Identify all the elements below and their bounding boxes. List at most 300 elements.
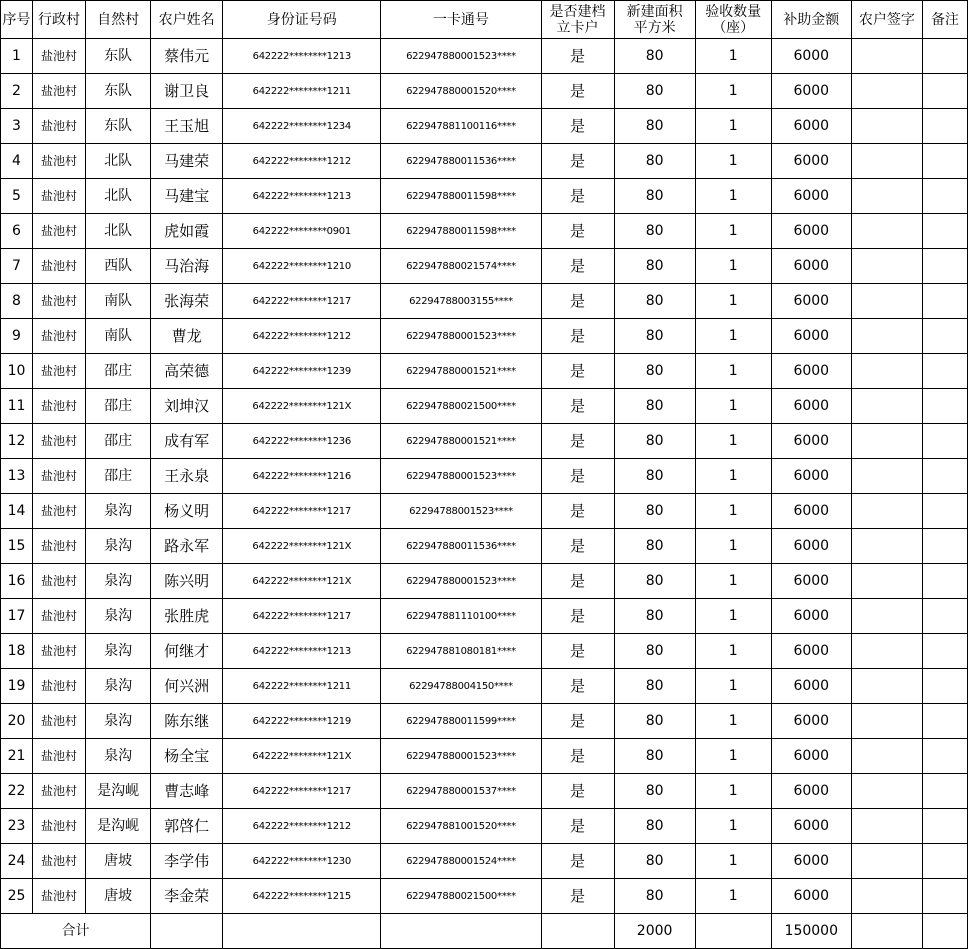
cell-name: 蔡伟元 (151, 39, 223, 74)
cell-signature (851, 459, 922, 494)
cell-id-number: 642222********1217 (223, 284, 381, 319)
cell-name: 曹龙 (151, 319, 223, 354)
header-row (1, 1, 968, 39)
cell-seq: 25 (1, 879, 33, 914)
cell-admin-village: 盐池村 (33, 109, 86, 144)
cell-name: 陈兴明 (151, 564, 223, 599)
cell-id-number: 642222********1212 (223, 319, 381, 354)
cell-admin-village: 盐池村 (33, 739, 86, 774)
cell-remark (922, 214, 967, 249)
cell-count: 1 (695, 809, 771, 844)
cell-natural-village: 泉沟 (86, 634, 151, 669)
cell-subsidy: 6000 (771, 144, 851, 179)
cell-subsidy: 6000 (771, 354, 851, 389)
cell-name: 成有军 (151, 424, 223, 459)
cell-card-number: 622947880021574**** (381, 249, 541, 284)
cell-subsidy: 6000 (771, 74, 851, 109)
cell-admin-village: 盐池村 (33, 879, 86, 914)
table-row (1, 459, 968, 494)
cell-area: 80 (614, 319, 695, 354)
cell-remark (922, 774, 967, 809)
cell-signature (851, 249, 922, 284)
cell-signature (851, 319, 922, 354)
cell-card-number: 622947881080181**** (381, 634, 541, 669)
cell-registered: 是 (541, 529, 614, 564)
header-seq: 序号 (1, 1, 33, 39)
table-row (1, 144, 968, 179)
cell-natural-village: 唐坡 (86, 844, 151, 879)
cell-name: 马治海 (151, 249, 223, 284)
cell-registered: 是 (541, 494, 614, 529)
cell-natural-village: 东队 (86, 74, 151, 109)
cell-area: 80 (614, 424, 695, 459)
cell-area: 80 (614, 284, 695, 319)
table-row (1, 214, 968, 249)
cell-count: 1 (695, 179, 771, 214)
cell-id-number: 642222********121X (223, 564, 381, 599)
cell-registered: 是 (541, 354, 614, 389)
cell-subsidy: 6000 (771, 529, 851, 564)
header-count-line2: （座） (712, 19, 755, 36)
header-name: 农户姓名 (151, 1, 223, 39)
table-row (1, 809, 968, 844)
cell-card-number: 622947880001521**** (381, 424, 541, 459)
cell-seq: 5 (1, 179, 33, 214)
cell-signature (851, 879, 922, 914)
cell-remark (922, 424, 967, 459)
table-row (1, 109, 968, 144)
cell-remark (922, 529, 967, 564)
cell-card-number: 622947880001524**** (381, 844, 541, 879)
cell-name: 路永军 (151, 529, 223, 564)
cell-area: 80 (614, 844, 695, 879)
cell-name: 杨义明 (151, 494, 223, 529)
cell-natural-village: 邵庄 (86, 424, 151, 459)
cell-remark (922, 739, 967, 774)
total-empty-count (695, 914, 771, 949)
cell-admin-village: 盐池村 (33, 599, 86, 634)
cell-name: 高荣德 (151, 354, 223, 389)
cell-count: 1 (695, 739, 771, 774)
cell-signature (851, 74, 922, 109)
cell-remark (922, 879, 967, 914)
cell-card-number: 62294788004150**** (381, 669, 541, 704)
cell-subsidy: 6000 (771, 214, 851, 249)
cell-name: 谢卫良 (151, 74, 223, 109)
cell-id-number: 642222********1213 (223, 39, 381, 74)
table-row (1, 844, 968, 879)
cell-name: 张胜虎 (151, 599, 223, 634)
cell-seq: 9 (1, 319, 33, 354)
cell-signature (851, 424, 922, 459)
cell-seq: 15 (1, 529, 33, 564)
table-row (1, 179, 968, 214)
header-card-number: 一卡通号 (381, 1, 541, 39)
cell-admin-village: 盐池村 (33, 74, 86, 109)
cell-subsidy: 6000 (771, 494, 851, 529)
cell-card-number: 622947880001521**** (381, 354, 541, 389)
cell-area: 80 (614, 599, 695, 634)
cell-seq: 3 (1, 109, 33, 144)
cell-subsidy: 6000 (771, 424, 851, 459)
cell-signature (851, 389, 922, 424)
cell-signature (851, 599, 922, 634)
cell-remark (922, 319, 967, 354)
cell-id-number: 642222********121X (223, 529, 381, 564)
cell-signature (851, 494, 922, 529)
header-natural-village: 自然村 (86, 1, 151, 39)
table-row (1, 249, 968, 284)
cell-id-number: 642222********121X (223, 389, 381, 424)
header-registered-line1: 是否建档 (549, 3, 606, 20)
cell-admin-village: 盐池村 (33, 424, 86, 459)
cell-card-number: 622947881001520**** (381, 809, 541, 844)
cell-subsidy: 6000 (771, 599, 851, 634)
cell-id-number: 642222********1212 (223, 144, 381, 179)
cell-id-number: 642222********1211 (223, 74, 381, 109)
cell-admin-village: 盐池村 (33, 39, 86, 74)
cell-count: 1 (695, 774, 771, 809)
cell-count: 1 (695, 529, 771, 564)
cell-subsidy: 6000 (771, 249, 851, 284)
cell-remark (922, 459, 967, 494)
cell-card-number: 622947880021500**** (381, 879, 541, 914)
cell-id-number: 642222********1210 (223, 249, 381, 284)
cell-id-number: 642222********1234 (223, 109, 381, 144)
cell-seq: 16 (1, 564, 33, 599)
cell-id-number: 642222********1211 (223, 669, 381, 704)
cell-area: 80 (614, 249, 695, 284)
cell-remark (922, 809, 967, 844)
cell-natural-village: 是沟岘 (86, 774, 151, 809)
total-subsidy: 150000 (771, 914, 851, 949)
cell-seq: 18 (1, 634, 33, 669)
cell-seq: 21 (1, 739, 33, 774)
cell-id-number: 642222********1217 (223, 774, 381, 809)
cell-natural-village: 邵庄 (86, 389, 151, 424)
cell-card-number: 62294788003155**** (381, 284, 541, 319)
cell-subsidy: 6000 (771, 564, 851, 599)
cell-area: 80 (614, 879, 695, 914)
cell-name: 马建宝 (151, 179, 223, 214)
cell-admin-village: 盐池村 (33, 144, 86, 179)
cell-admin-village: 盐池村 (33, 494, 86, 529)
total-empty-card (381, 914, 541, 949)
cell-natural-village: 北队 (86, 144, 151, 179)
cell-card-number: 622947880011536**** (381, 529, 541, 564)
cell-signature (851, 704, 922, 739)
cell-count: 1 (695, 669, 771, 704)
cell-remark (922, 109, 967, 144)
table-row (1, 74, 968, 109)
cell-area: 80 (614, 529, 695, 564)
cell-area: 80 (614, 354, 695, 389)
header-signature: 农户签字 (851, 1, 922, 39)
cell-card-number: 622947880011598**** (381, 179, 541, 214)
cell-signature (851, 144, 922, 179)
cell-count: 1 (695, 564, 771, 599)
cell-area: 80 (614, 774, 695, 809)
cell-area: 80 (614, 704, 695, 739)
cell-registered: 是 (541, 564, 614, 599)
cell-remark (922, 354, 967, 389)
table-row (1, 389, 968, 424)
cell-natural-village: 西队 (86, 249, 151, 284)
cell-remark (922, 844, 967, 879)
cell-area: 80 (614, 74, 695, 109)
cell-area: 80 (614, 564, 695, 599)
cell-area: 80 (614, 494, 695, 529)
cell-card-number: 622947881110100**** (381, 599, 541, 634)
cell-count: 1 (695, 704, 771, 739)
cell-id-number: 642222********1216 (223, 459, 381, 494)
cell-area: 80 (614, 39, 695, 74)
cell-card-number: 622947880001523**** (381, 459, 541, 494)
table-row (1, 424, 968, 459)
cell-signature (851, 179, 922, 214)
cell-count: 1 (695, 879, 771, 914)
cell-count: 1 (695, 599, 771, 634)
total-row (1, 914, 968, 949)
cell-signature (851, 214, 922, 249)
cell-subsidy: 6000 (771, 669, 851, 704)
cell-registered: 是 (541, 739, 614, 774)
cell-id-number: 642222********1217 (223, 494, 381, 529)
cell-admin-village: 盐池村 (33, 774, 86, 809)
cell-signature (851, 529, 922, 564)
cell-name: 何继才 (151, 634, 223, 669)
cell-id-number: 642222********1213 (223, 179, 381, 214)
cell-card-number: 622947880001537**** (381, 774, 541, 809)
cell-subsidy: 6000 (771, 389, 851, 424)
cell-area: 80 (614, 214, 695, 249)
cell-id-number: 642222********1212 (223, 809, 381, 844)
cell-area: 80 (614, 179, 695, 214)
cell-registered: 是 (541, 179, 614, 214)
cell-area: 80 (614, 459, 695, 494)
cell-registered: 是 (541, 634, 614, 669)
cell-count: 1 (695, 74, 771, 109)
cell-subsidy: 6000 (771, 319, 851, 354)
header-subsidy: 补助金额 (771, 1, 851, 39)
cell-seq: 6 (1, 214, 33, 249)
header-remark: 备注 (922, 1, 967, 39)
cell-natural-village: 泉沟 (86, 564, 151, 599)
cell-admin-village: 盐池村 (33, 354, 86, 389)
total-empty-registered (541, 914, 614, 949)
cell-natural-village: 北队 (86, 179, 151, 214)
cell-subsidy: 6000 (771, 844, 851, 879)
header-count-line1: 验收数量 (705, 3, 762, 20)
table-row (1, 494, 968, 529)
cell-registered: 是 (541, 39, 614, 74)
cell-name: 何兴洲 (151, 669, 223, 704)
cell-subsidy: 6000 (771, 739, 851, 774)
cell-seq: 23 (1, 809, 33, 844)
cell-seq: 1 (1, 39, 33, 74)
cell-natural-village: 邵庄 (86, 354, 151, 389)
cell-subsidy: 6000 (771, 809, 851, 844)
cell-remark (922, 179, 967, 214)
total-empty-signature (851, 914, 922, 949)
cell-admin-village: 盐池村 (33, 844, 86, 879)
header-area (614, 1, 695, 39)
cell-card-number: 622947880021500**** (381, 389, 541, 424)
cell-natural-village: 泉沟 (86, 739, 151, 774)
cell-area: 80 (614, 739, 695, 774)
cell-subsidy: 6000 (771, 774, 851, 809)
table-row (1, 529, 968, 564)
cell-natural-village: 邵庄 (86, 459, 151, 494)
cell-name: 李金荣 (151, 879, 223, 914)
cell-remark (922, 669, 967, 704)
cell-subsidy: 6000 (771, 39, 851, 74)
header-registered-line2: 立卡户 (556, 19, 599, 36)
cell-natural-village: 南队 (86, 319, 151, 354)
cell-id-number: 642222********1219 (223, 704, 381, 739)
header-count (695, 1, 771, 39)
cell-registered: 是 (541, 424, 614, 459)
cell-id-number: 642222********1239 (223, 354, 381, 389)
cell-registered: 是 (541, 319, 614, 354)
cell-registered: 是 (541, 844, 614, 879)
cell-count: 1 (695, 144, 771, 179)
cell-name: 李学伟 (151, 844, 223, 879)
total-empty-id (223, 914, 381, 949)
cell-signature (851, 774, 922, 809)
table-row (1, 634, 968, 669)
cell-seq: 7 (1, 249, 33, 284)
cell-remark (922, 284, 967, 319)
cell-admin-village: 盐池村 (33, 179, 86, 214)
cell-seq: 4 (1, 144, 33, 179)
cell-natural-village: 泉沟 (86, 704, 151, 739)
cell-count: 1 (695, 284, 771, 319)
cell-id-number: 642222********1213 (223, 634, 381, 669)
cell-remark (922, 564, 967, 599)
cell-subsidy: 6000 (771, 459, 851, 494)
cell-seq: 22 (1, 774, 33, 809)
cell-count: 1 (695, 389, 771, 424)
cell-count: 1 (695, 634, 771, 669)
cell-registered: 是 (541, 809, 614, 844)
table-row (1, 669, 968, 704)
table-row (1, 739, 968, 774)
table-row (1, 879, 968, 914)
table-row (1, 319, 968, 354)
cell-name: 陈东继 (151, 704, 223, 739)
cell-natural-village: 泉沟 (86, 669, 151, 704)
table-row (1, 39, 968, 74)
cell-registered: 是 (541, 144, 614, 179)
cell-signature (851, 39, 922, 74)
cell-count: 1 (695, 354, 771, 389)
total-label: 合计 (1, 914, 151, 949)
cell-admin-village: 盐池村 (33, 214, 86, 249)
cell-signature (851, 739, 922, 774)
cell-registered: 是 (541, 599, 614, 634)
cell-remark (922, 494, 967, 529)
cell-seq: 19 (1, 669, 33, 704)
cell-name: 虎如霞 (151, 214, 223, 249)
cell-count: 1 (695, 844, 771, 879)
cell-admin-village: 盐池村 (33, 669, 86, 704)
cell-registered: 是 (541, 669, 614, 704)
cell-seq: 24 (1, 844, 33, 879)
cell-admin-village: 盐池村 (33, 564, 86, 599)
total-empty-remark (922, 914, 967, 949)
cell-area: 80 (614, 809, 695, 844)
table-row (1, 284, 968, 319)
cell-count: 1 (695, 424, 771, 459)
cell-natural-village: 南队 (86, 284, 151, 319)
cell-remark (922, 74, 967, 109)
cell-remark (922, 704, 967, 739)
cell-id-number: 642222********121X (223, 739, 381, 774)
cell-card-number: 622947880001523**** (381, 564, 541, 599)
cell-signature (851, 669, 922, 704)
cell-admin-village: 盐池村 (33, 809, 86, 844)
cell-remark (922, 389, 967, 424)
cell-natural-village: 北队 (86, 214, 151, 249)
cell-name: 刘坤汉 (151, 389, 223, 424)
cell-count: 1 (695, 319, 771, 354)
cell-natural-village: 东队 (86, 39, 151, 74)
cell-remark (922, 249, 967, 284)
cell-natural-village: 泉沟 (86, 599, 151, 634)
cell-seq: 11 (1, 389, 33, 424)
cell-signature (851, 284, 922, 319)
cell-count: 1 (695, 459, 771, 494)
header-id-number: 身份证号码 (223, 1, 381, 39)
cell-signature (851, 809, 922, 844)
cell-admin-village: 盐池村 (33, 319, 86, 354)
cell-name: 王玉旭 (151, 109, 223, 144)
cell-name: 杨全宝 (151, 739, 223, 774)
cell-signature (851, 844, 922, 879)
cell-count: 1 (695, 39, 771, 74)
cell-name: 马建荣 (151, 144, 223, 179)
cell-subsidy: 6000 (771, 179, 851, 214)
cell-natural-village: 泉沟 (86, 494, 151, 529)
cell-registered: 是 (541, 459, 614, 494)
cell-subsidy: 6000 (771, 109, 851, 144)
cell-id-number: 642222********1217 (223, 599, 381, 634)
total-area: 2000 (614, 914, 695, 949)
cell-id-number: 642222********0901 (223, 214, 381, 249)
cell-signature (851, 109, 922, 144)
cell-signature (851, 354, 922, 389)
table-row (1, 774, 968, 809)
cell-registered: 是 (541, 214, 614, 249)
cell-admin-village: 盐池村 (33, 704, 86, 739)
table-row (1, 564, 968, 599)
header-area-line2: 平方米 (633, 19, 676, 36)
header-registered (541, 1, 614, 39)
cell-admin-village: 盐池村 (33, 529, 86, 564)
cell-card-number: 622947880001523**** (381, 39, 541, 74)
total-empty-name (151, 914, 223, 949)
cell-subsidy: 6000 (771, 634, 851, 669)
cell-area: 80 (614, 109, 695, 144)
table-row (1, 704, 968, 739)
cell-area: 80 (614, 389, 695, 424)
cell-registered: 是 (541, 879, 614, 914)
cell-remark (922, 144, 967, 179)
cell-registered: 是 (541, 249, 614, 284)
cell-remark (922, 39, 967, 74)
cell-name: 张海荣 (151, 284, 223, 319)
